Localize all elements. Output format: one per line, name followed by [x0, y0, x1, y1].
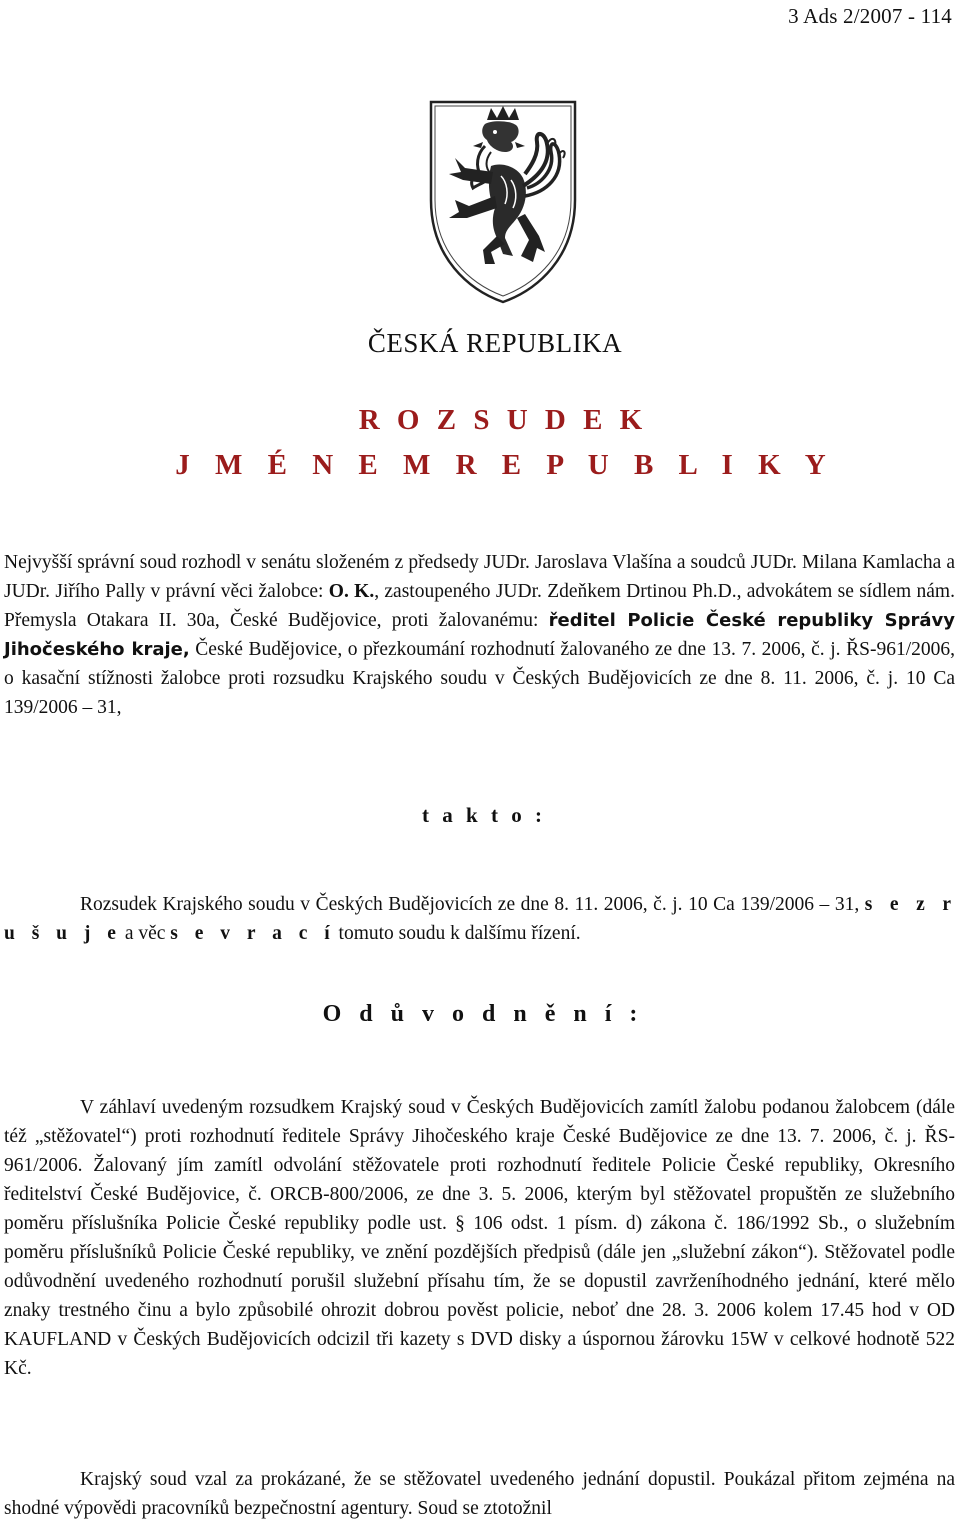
- annulled-phrase: s e z r u š u j e: [4, 894, 955, 944]
- intro-text-2: , zastoupeného JUDr. Zdeňkem Drtinou Ph.D., advokátem se sídlem nám. Přemysla Otakara II. 30a, České Budějovice, proti žalovanému:: [4, 581, 955, 631]
- plaintiff-name: O. K.: [328, 581, 375, 602]
- intro-text-1: Nejvyšší správní soud rozhodl v senátu složeném z předsedy JUDr. Jaroslava Vlašína a soudců JUDr. Milana Kamlacha a JUDr. Jiřího Pally v právní věci žalobce:: [4, 552, 955, 602]
- intro-text-3: České Budějovice, o přezkoumání rozhodnutí žalovaného ze dne 13. 7. 2006, č. j. ŘS-961/2006, o kasační stížnosti žalobce proti rozsudku Krajského soudu v Českých Budějovicích ze dne 8. 11. 2006, č. j. 10 Ca 139/2006 – 31,: [4, 639, 955, 718]
- verdict-paragraph: [4, 890, 955, 948]
- reasoning-paragraph-2: Krajský soud vzal za prokázané, že se stěžovatel uvedeného jednání dopustil. Poukázal přitom zejména na shodné výpovědi pracovníků bezpečnostní agentury. Soud se ztotožnil: [4, 1469, 955, 1519]
- judgment-heading: R O Z S U D E K: [358, 404, 648, 436]
- state-name: ČESKÁ REPUBLIKA: [367, 328, 623, 358]
- introductory-paragraph: [4, 548, 955, 722]
- operative-label: t a k t o :: [422, 803, 546, 827]
- file-number: 3 Ads 2/2007 - 114: [788, 4, 952, 28]
- defendant-name: ředitel Policie České republiky Správy Jihočeského kraje,: [4, 610, 955, 660]
- czech-lion-coat-of-arms-icon: [425, 96, 581, 306]
- reasoning-title: O d ů v o d n ě n í :: [322, 1001, 644, 1027]
- reasoning-paragraph-1: V záhlaví uvedeným rozsudkem Krajský soud v Českých Budějovicích zamítl žalobu podanou žalobcem (dále též „stěžovatel“) proti rozhodnutí ředitele Správy Jihočeského kraje České Budějovice ze dne 13. 7. 2006, č. j. ŘS-961/2006. Žalovaný jím zamítl odvolání stěžovatele proti rozhodnutí ředitele Policie České republiky, Okresního ředitelství České Budějovice, č. ORCB-800/2006, ze dne 3. 5. 2006, kterým byl stěžovatel propuštěn ze služebního poměru příslušníka Policie České republiky podle ust. § 106 odst. 1 písm. d) zákona č. 186/1992 Sb., o služebním poměru příslušníků Policie České republiky, ve znění pozdějších předpisů (dále jen „služební zákon“). Stěžovatel podle odůvodnění uvedeného rozhodnutí porušil služební přísahu tím, že se dopustil zavrženíhodného jednání, které mělo znaky trestného činu a bylo způsobilé ohrozit dobrou pověst policie, neboť dne 28. 3. 2006 kolem 17.45 hod v OD KAUFLAND v Českých Budějovicích odcizil tři kazety s DVD disky a úspornou žárovku 15W v celkové hodnotě 522 Kč.: [4, 1097, 955, 1379]
- in-the-name-heading: J M É N E M R E P U B L I K Y: [175, 449, 831, 481]
- verdict-text-3: tomuto soudu k dalšímu řízení.: [333, 923, 581, 944]
- verdict-text-1: Rozsudek Krajského soudu v Českých Budějovicích ze dne 8. 11. 2006, č. j. 10 Ca 139/2006 – 31,: [80, 894, 865, 915]
- returned-phrase: s e v r a c í: [170, 923, 334, 944]
- verdict-text-2: a věc: [119, 923, 171, 944]
